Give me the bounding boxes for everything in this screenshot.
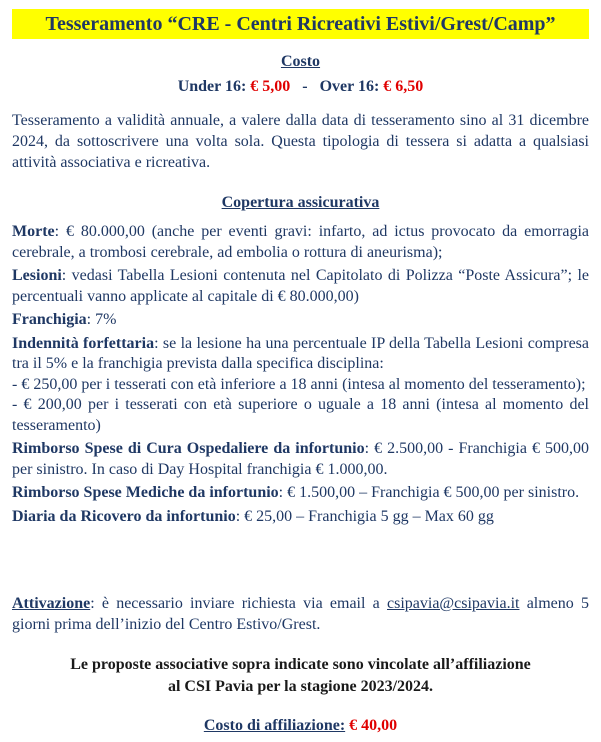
coverage-diaria <box>12 507 589 528</box>
indennita-bullet-2: - € 200,00 per i tesserati con età superiore o uguale a 18 anni (intesa al momento del tesseramento) <box>12 396 589 434</box>
under-price: € 5,00 <box>250 78 291 95</box>
coverage-rimborso-mediche <box>12 483 589 504</box>
over-label: Over 16: <box>319 78 384 95</box>
franchigia-text: : 7% <box>86 311 117 328</box>
under-label: Under 16: <box>177 78 251 95</box>
affiliation-cost <box>0 717 601 735</box>
activation-paragraph <box>12 593 589 635</box>
affiliation-label: Costo di affiliazione: <box>203 717 346 734</box>
price-separator: - <box>290 78 320 95</box>
document-title: Tesseramento “CRE - Centri Ricreativi Estivi/Grest/Camp” <box>12 9 589 39</box>
closing-line-2: al CSI Pavia per la stagione 2023/2024. <box>167 678 434 695</box>
morte-label: Morte <box>12 223 55 240</box>
indennita-label: Indennità forfettaria <box>12 334 155 352</box>
intro-paragraph: Tesseramento a validità annuale, a valere dalla data di tesseramento sino al 31 dicembre 2024, da sottoscrivere una volta sola. Questa tipologia di tessera si adatta a qualsiasi attività associativa e ricreativa. <box>12 112 589 171</box>
closing-note <box>0 654 601 698</box>
coverage-rimborso-ospedaliere <box>12 439 589 480</box>
coverage-morte <box>12 222 589 263</box>
rimborso-osp-text: : € 2.500,00 - Franchigia € 500,00 per sinistro. In caso di Day Hospital franchigia € 1.000,00. <box>12 440 589 478</box>
franchigia-label: Franchigia <box>12 311 87 328</box>
activation-label: Attivazione <box>12 595 91 612</box>
coverage-section <box>12 222 589 530</box>
activation-text-2: almeno 5 giorni prima dell’inizio del Centro Estivo/Grest. <box>12 595 590 633</box>
diaria-text: : € 25,00 – Franchigia 5 gg – Max 60 gg <box>235 507 494 525</box>
price-line <box>0 78 601 96</box>
rimborso-med-label: Rimborso Spese Mediche da infortunio <box>12 484 279 501</box>
diaria-label: Diaria da Ricovero da infortunio <box>12 507 236 525</box>
closing-line-1: Le proposte associative sopra indicate sono vincolate all’affiliazione <box>70 656 531 673</box>
activation-text: : è necessario inviare richiesta via email a <box>90 595 387 612</box>
rimborso-osp-label: Rimborso Spese di Cura Ospedaliere da infortunio <box>12 440 365 457</box>
affiliation-price: € 40,00 <box>345 717 398 734</box>
activation-email[interactable]: csipavia@csipavia.it <box>387 595 520 612</box>
indennita-bullet-1: - € 250,00 per i tesserati con età inferiore a 18 anni (intesa al momento del tesseramento); <box>12 375 586 393</box>
costo-heading: Costo <box>280 53 321 70</box>
lesioni-text: : vedasi Tabella Lesioni contenuta nel Capitolato di Polizza “Poste Assicura”; le percentuali vanno applicate al capitale di € 80.000,00) <box>12 267 589 305</box>
over-price: € 6,50 <box>383 78 424 95</box>
rimborso-med-text: : € 1.500,00 – Franchigia € 500,00 per sinistro. <box>278 484 580 501</box>
coverage-franchigia <box>12 310 589 331</box>
morte-text: : € 80.000,00 (anche per eventi gravi: infarto, ad ictus provocato da emorragia cerebrale, a trombosi cerebrale, ad embolia o rottura di aneurisma); <box>12 223 589 261</box>
coverage-heading: Copertura assicurativa <box>221 194 380 211</box>
coverage-lesioni <box>12 266 589 307</box>
coverage-indennita <box>12 334 589 375</box>
lesioni-label: Lesioni <box>12 267 62 284</box>
indennita-text: : se la lesione ha una percentuale IP della Tabella Lesioni compresa tra il 5% e la franchigia prevista dalla specifica disciplina: <box>12 334 590 372</box>
